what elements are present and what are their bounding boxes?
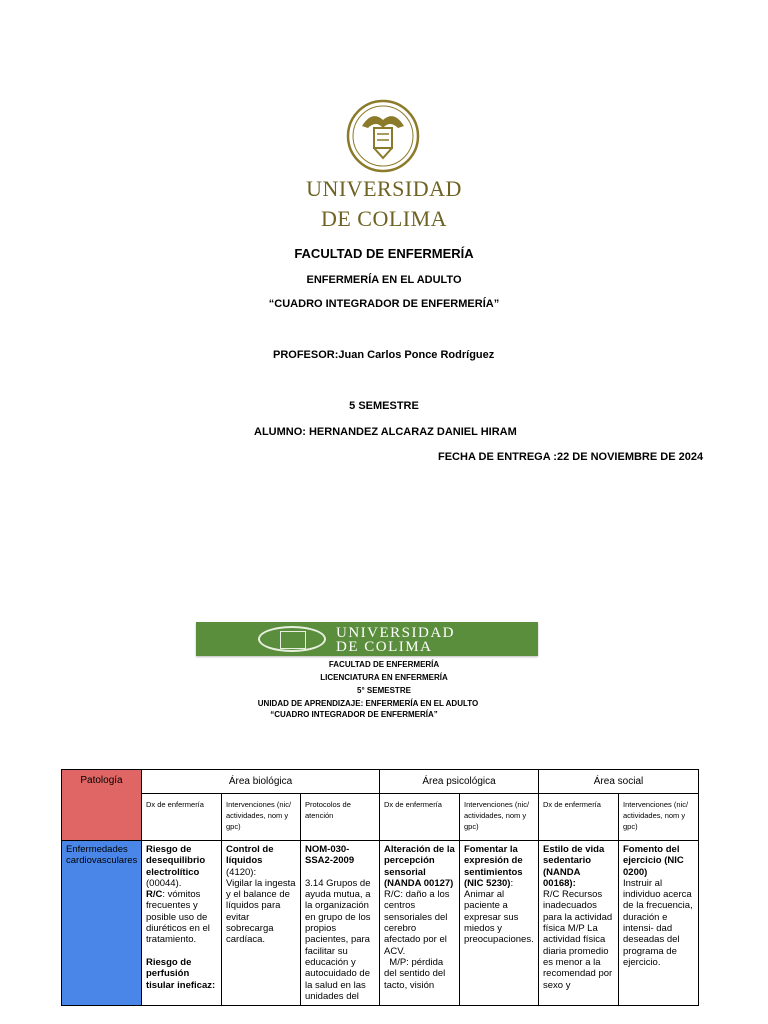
- semester-line: 5 SEMESTRE: [349, 400, 419, 412]
- header-degree: LICENCIATURA EN ENFERMERÍA: [320, 673, 448, 682]
- university-seal-icon: [258, 626, 326, 652]
- social-int-title: Fomento del ejercicio (NIC 0200): [623, 844, 684, 878]
- bio-int-code: (4120):: [226, 866, 257, 878]
- bio-dx-rc: : vómitos frecuentes y posible uso de diuréticos en el tratamiento.: [146, 889, 210, 946]
- psico-int-text: : Animar al paciente a expresar sus miedos y preocupaciones.: [464, 877, 534, 946]
- psico-dx-mp: M/P: pérdida del sentido del tacto, visión: [384, 956, 448, 991]
- subheader-dx-bio: Dx de enfermería: [142, 794, 222, 841]
- bio-int-title: Control de líquidos: [226, 844, 274, 867]
- header-semester: 5° SEMESTRE: [357, 686, 411, 695]
- bio-dx-code: (00044).: [146, 877, 182, 889]
- social-int-text: Instruir al individuo acerca de la frecuencia, duración e intensi- dad deseadas del programa de ejercicio.: [623, 877, 693, 968]
- subheader-dx-psico: Dx de enfermería: [380, 794, 460, 841]
- assignment-title: “CUADRO INTEGRADOR DE ENFERMERÍA”: [268, 298, 500, 310]
- table-row: [62, 841, 699, 1006]
- university-name-line1: UNIVERSIDAD: [306, 176, 462, 201]
- subheader-int-bio: Intervenciones (nic/ actividades, nom y gpc): [222, 794, 301, 841]
- header-faculty: FACULTAD DE ENFERMERÍA: [328, 660, 440, 669]
- banner-line2: DE COLIMA: [336, 639, 433, 655]
- subheader-dx-social: Dx de enfermería: [539, 794, 619, 841]
- student-line: ALUMNO: HERNANDEZ ALCARAZ DANIEL HIRAM: [254, 426, 517, 438]
- cell-bio-intervention: [222, 841, 301, 1006]
- cell-social-dx: [539, 841, 619, 1006]
- cell-bio-dx: [142, 841, 222, 1006]
- cell-pathology: Enfermedades cardiovasculares: [62, 841, 142, 1006]
- professor-line: PROFESOR:Juan Carlos Ponce Rodríguez: [273, 349, 495, 361]
- cell-psico-dx: [380, 841, 460, 1006]
- bio-dx2-title: Riesgo de perfusión tisular ineficaz:: [146, 956, 216, 991]
- social-dx-text: R/C Recursos inadecuados para la actividad física M/P La actividad física diaria promedio es menor a la recomendad por sexo y: [543, 889, 613, 991]
- course-title: ENFERMERÍA EN EL ADULTO: [306, 274, 462, 286]
- social-dx-title: Estilo de vida sedentario (NANDA 00168):: [543, 844, 605, 889]
- header-title: “CUADRO INTEGRADOR DE ENFERMERÍA”: [270, 710, 438, 719]
- header-unit: UNIDAD DE APRENDIZAJE: ENFERMERÍA EN EL ADULTO: [257, 699, 479, 708]
- banner-line1: UNIVERSIDAD: [336, 625, 455, 641]
- psico-int-code: (NIC 5230): [464, 877, 511, 889]
- delivery-date-line: FECHA DE ENTREGA :22 DE NOVIEMBRE DE 2024: [438, 451, 704, 463]
- faculty-title: FACULTAD DE ENFERMERÍA: [294, 246, 474, 261]
- psico-dx-title: Alteración de la percepción sensorial (NANDA 00127): [384, 844, 455, 889]
- psico-dx-rc: R/C: daño a los centros sensoriales del cerebro afectado por el ACV.: [384, 889, 450, 957]
- header-area-biologica: Área biológica: [142, 770, 380, 794]
- university-crest-logo: [344, 98, 422, 174]
- university-banner: [196, 622, 538, 656]
- bio-dx-title: Riesgo de desequilibrio electrolítico: [146, 844, 206, 878]
- integrator-table: [61, 769, 699, 1006]
- protocol-text: 3.14 Grupos de ayuda mutua, a la organización en grupo de los propios pacientes, para facilitar su educación y autocuidado de la salud en las unidades del: [305, 877, 371, 1002]
- cell-social-intervention: [619, 841, 699, 1006]
- header-area-social: Área social: [539, 770, 699, 794]
- psico-int-title: Fomentar la expresión de sentimientos: [464, 844, 523, 878]
- subheader-int-social: Intervenciones (nic/ actividades, nom y gpc): [619, 794, 699, 841]
- bio-dx-rc-label: R/C: [146, 889, 163, 901]
- university-name-line2: DE COLIMA: [320, 206, 448, 231]
- protocol-title: NOM-030-SSA2-2009: [305, 844, 355, 867]
- cell-protocols: [301, 841, 380, 1006]
- subheader-protocolos: Protocolos de atención: [301, 794, 380, 841]
- header-area-psicologica: Área psicológica: [380, 770, 539, 794]
- subheader-int-psico: Intervenciones (nic/ actividades, nom y gpc): [460, 794, 539, 841]
- bio-int-text: Vigilar la ingesta y el balance de líquidos para evitar sobrecarga cardíaca.: [226, 877, 296, 946]
- header-patologia: Patología: [62, 770, 142, 841]
- cell-psico-intervention: [460, 841, 539, 1006]
